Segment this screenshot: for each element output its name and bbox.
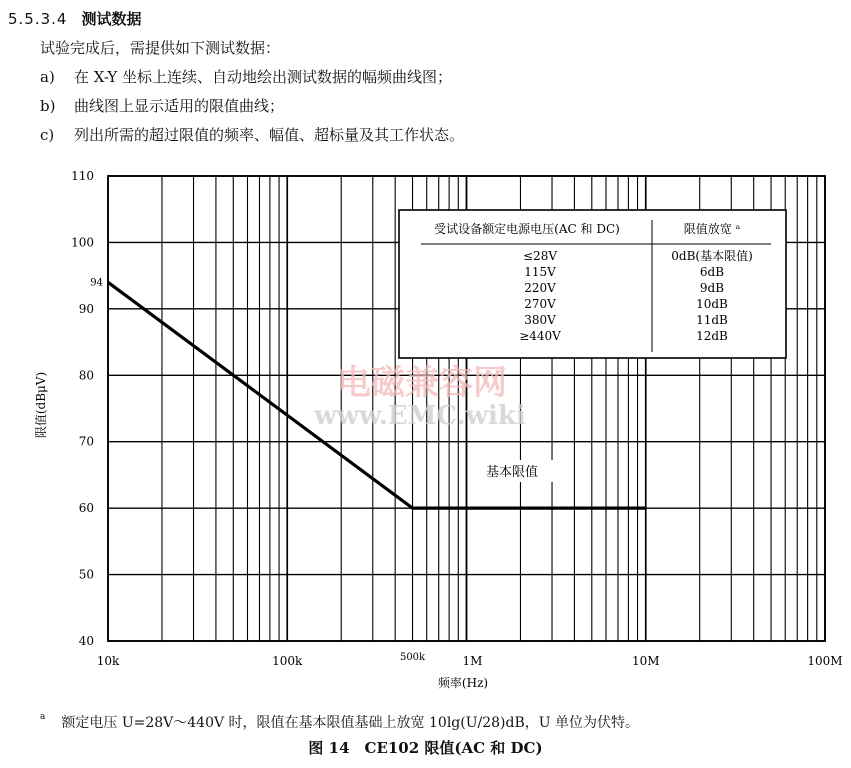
limit-chart [0, 160, 851, 700]
watermark [313, 363, 526, 431]
y-tick-label: 80 [78, 368, 94, 383]
table-cell-voltage: 220V [524, 281, 556, 295]
item-label: b) [40, 97, 56, 115]
y-tick-label-extra: 94 [90, 277, 103, 289]
x-tick-label: 1M [462, 654, 483, 668]
table-cell-relaxation: 10dB [696, 297, 728, 311]
y-tick-label: 60 [78, 501, 94, 516]
intro-text: 试验完成后，需提供如下测试数据： [40, 39, 281, 57]
list-item [40, 66, 452, 87]
x-axis-label: 频率(Hz) [437, 676, 489, 690]
item-text: 列出所需的超过限值的频率、幅值、超标量及其工作状态。 [74, 126, 465, 144]
item-text: 曲线图上显示适用的限值曲线； [74, 97, 285, 115]
table-cell-relaxation: 9dB [699, 281, 725, 295]
y-tick-label: 100 [71, 235, 94, 250]
table-cell-voltage: 270V [524, 297, 556, 311]
x-tick-label: 500k [399, 652, 426, 663]
basic-limit-annotation: 基本限值 [485, 465, 539, 480]
footnote [40, 712, 639, 732]
list-item [40, 95, 284, 116]
table-cell-voltage: 115V [524, 265, 556, 279]
x-tick-label: 100M [807, 654, 843, 668]
footnote-mark: a [40, 712, 46, 723]
item-label: c) [40, 126, 55, 144]
table-cell-relaxation: 11dB [696, 313, 728, 327]
section-heading [8, 8, 142, 29]
y-tick-label: 50 [78, 567, 94, 582]
y-tick-label: 40 [78, 634, 94, 648]
table-cell-relaxation: 0dB(基本限值) [671, 249, 753, 263]
item-label: a) [40, 68, 55, 86]
y-tick-label: 110 [71, 169, 94, 183]
figure-caption: 图 14 CE102 限值(AC 和 DC) [308, 739, 543, 757]
y-tick-label: 70 [78, 434, 94, 449]
watermark-line1: 电磁兼容网 [337, 363, 507, 403]
y-axis-label: 限值(dBμV) [34, 371, 48, 439]
table-cell-voltage: ≥440V [519, 329, 561, 343]
section-number: 5.5.3.4 [8, 10, 68, 28]
table-cell-relaxation: 12dB [696, 329, 728, 343]
y-tick-label: 90 [78, 301, 94, 316]
voltage-relaxation-table [399, 210, 786, 358]
item-text: 在 X-Y 坐标上连续、自动地绘出测试数据的幅频曲线图； [74, 68, 453, 86]
table-header-relaxation: 限值放宽 ᵃ [683, 222, 741, 236]
footnote-text: 额定电压 U=28V～440V 时，限值在基本限值基础上放宽 10lg(U/28)dB，U 单位为伏特。 [61, 715, 640, 731]
x-tick-label: 10k [96, 654, 120, 668]
x-tick-label: 100k [272, 654, 303, 668]
section-title: 测试数据 [81, 10, 142, 28]
table-cell-voltage: 380V [524, 313, 556, 327]
watermark-line2: www.EMC.wiki [314, 401, 526, 431]
table-cell-voltage: ≤28V [523, 249, 557, 263]
list-item [40, 124, 464, 145]
x-tick-label: 10M [631, 654, 660, 668]
table-header-voltage: 受试设备额定电源电压(AC 和 DC) [434, 222, 620, 236]
table-cell-relaxation: 6dB [699, 265, 725, 279]
